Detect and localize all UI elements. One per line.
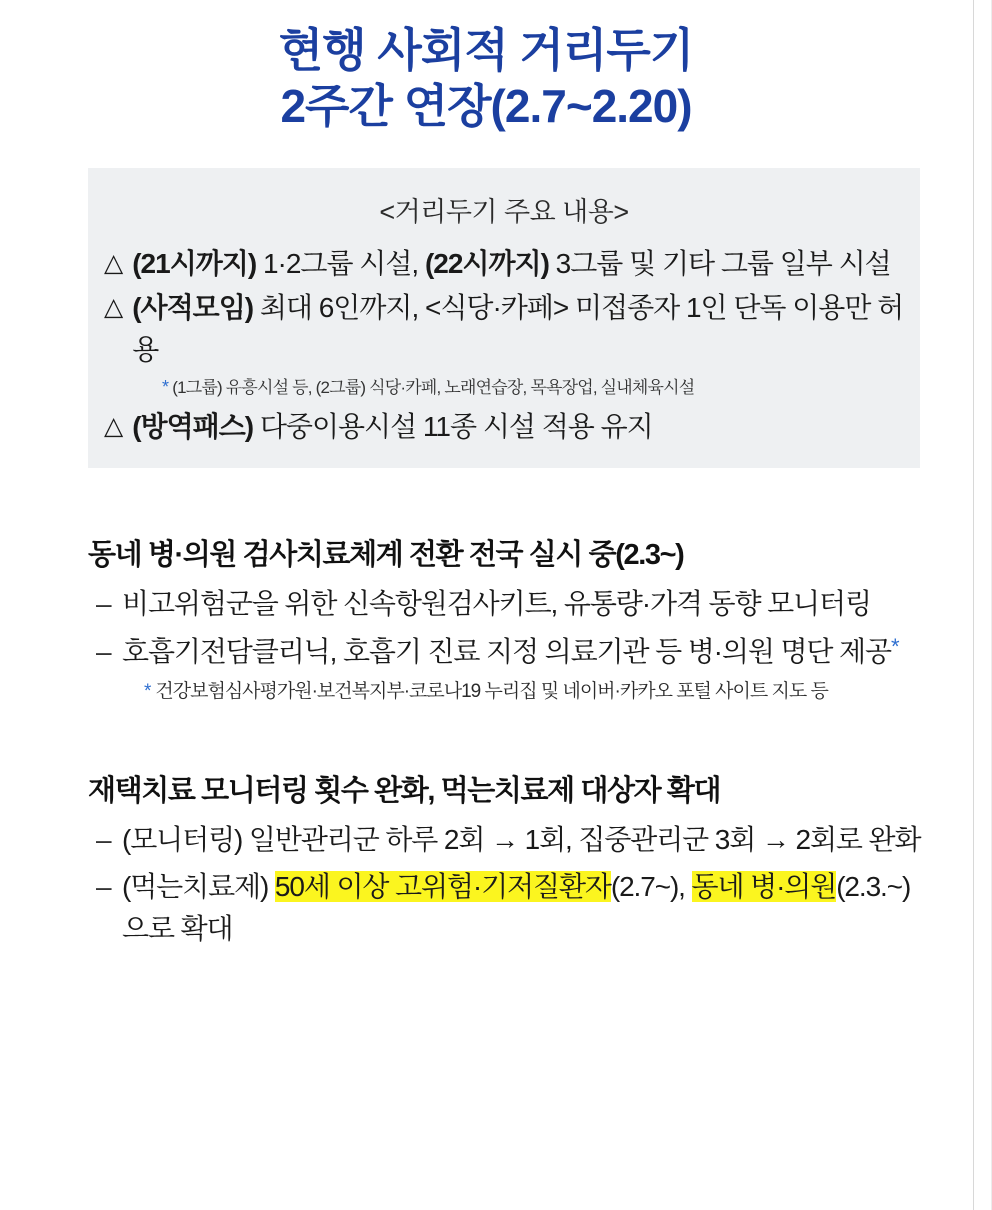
summary-item-text (132, 243, 904, 285)
dash-bullet-icon: – (96, 588, 111, 620)
summary-footnote-text: (1그룹) 유흥시설 등, (2그룹) 식당·카페, 노래연습장, 목욕장업, 실내체육시설 (172, 378, 695, 398)
section-footnote-text: 건강보험심사평가원·보건복지부·코로나19 누리집 및 네이버·카카오 포털 사이트 지도 등 (155, 681, 828, 703)
dash-bullet-icon: – (96, 823, 111, 855)
summary-item (104, 287, 904, 371)
section-list-item (88, 583, 928, 624)
section-heading: 재택치료 모니터링 횟수 완화, 먹는치료제 대상자 확대 (88, 774, 721, 807)
title-line-2: 2주간 연장(2.7~2.20) (280, 80, 692, 133)
summary-item (104, 243, 904, 285)
section-list-item-text (122, 819, 928, 860)
triangle-bullet-icon: △ (104, 412, 123, 441)
summary-item-text-b: 3그룹 및 기타 그룹 일부 시설 (548, 248, 891, 280)
summary-item-bold-lead: (방역패스) (132, 411, 254, 443)
page-right-rule (973, 0, 974, 1210)
page-title (0, 0, 992, 134)
section-list-item-text (122, 866, 928, 949)
summary-item-text-a: 다중이용시설 11종 시설 적용 유지 (253, 411, 653, 443)
pill-mid-text: (2.7~), (610, 871, 692, 903)
triangle-bullet-icon: △ (104, 293, 123, 322)
section-list-item-text: 비고위험군을 위한 신속항원검사키트, 유통량·가격 동향 모니터링 (122, 588, 871, 620)
summary-item (104, 406, 904, 448)
summary-item-text (132, 287, 904, 371)
asterisk-icon: * (162, 377, 169, 398)
section-list-item (88, 631, 928, 672)
summary-footnote (162, 375, 904, 400)
asterisk-icon: * (890, 633, 899, 659)
summary-item-text-a: 1·2그룹 시설, (256, 248, 425, 280)
section-list-item-body: 호흡기전담클리닉, 호흡기 진료 지정 의료기관 등 병·의원 명단 제공 (122, 635, 891, 667)
dash-bullet-icon: – (96, 635, 111, 667)
pill-tail-text: (2.3.~)으로 확대 (122, 871, 911, 944)
section-clinic-system (88, 532, 928, 705)
section-heading: 동네 병·의원 검사치료체계 전환 전국 실시 중(2.3~) (88, 539, 684, 572)
summary-item-text-a: 최대 6인까지, <식당·카페> 미접종자 1인 단독 이용만 허용 (132, 292, 904, 366)
section-list-item (88, 819, 928, 860)
title-line-1: 현행 사회적 거리두기 (278, 24, 694, 76)
section-footnote (144, 678, 928, 706)
section-home-treatment (88, 768, 928, 949)
summary-item-bold-lead: (21시까지) (132, 248, 257, 280)
summary-item-text (132, 406, 904, 448)
summary-box (88, 168, 920, 468)
summary-box-heading: <거리두기 주요 내용> (379, 197, 629, 228)
asterisk-icon: * (144, 681, 151, 703)
section-list-item (88, 866, 928, 949)
dash-bullet-icon: – (96, 871, 111, 903)
triangle-bullet-icon: △ (104, 249, 123, 278)
section-list-item-text (122, 631, 928, 672)
monitoring-label: (모니터링) (122, 823, 243, 855)
summary-item-bold-lead: (사적모임) (132, 292, 254, 324)
highlighted-text-1: 50세 이상 고위험·기저질환자 (274, 871, 611, 903)
monitoring-body: 일반관리군 하루 2회 → 1회, 집중관리군 3회 → 2회로 완화 (242, 823, 921, 855)
summary-item-bold-mid: (22시까지) (424, 248, 549, 280)
pill-label: (먹는치료제) (122, 871, 269, 903)
highlighted-text-2: 동네 병·의원 (691, 871, 837, 903)
